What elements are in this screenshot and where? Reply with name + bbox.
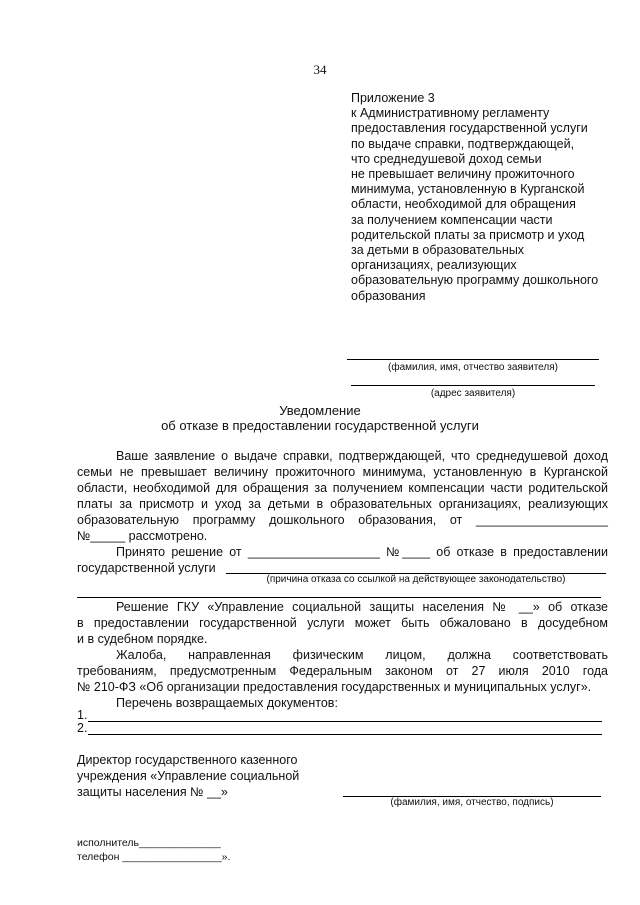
applicant-name-line — [347, 359, 599, 360]
signature-caption: (фамилия, имя, отчество, подпись) — [390, 797, 554, 808]
refusal-reason-line-2 — [77, 597, 601, 598]
appeal-line: и в судебном порядке. — [77, 632, 208, 646]
document-item-1-line — [88, 721, 602, 722]
decision-line: государственной услуги — [77, 561, 216, 575]
notice-subtitle: об отказе в предоставлении государственной услуги — [161, 418, 479, 433]
document-item-2-line — [88, 734, 602, 735]
paragraph-line: семьи не превышает величину прожиточного минимума, установленную в Курганской — [77, 465, 608, 479]
applicant-name-caption: (фамилия, имя, отчество заявителя) — [388, 362, 558, 373]
executor-field: исполнитель______________ — [77, 837, 221, 849]
refusal-reason-caption: (причина отказа со ссылкой на действующее законодательство) — [266, 574, 566, 585]
appendix-line: что среднедушевой доход семьи — [351, 151, 542, 166]
appeal-line: в предоставлении государственной услуги может быть обжаловано в досудебном — [77, 616, 608, 630]
appendix-line: предоставления государственной услуги — [351, 121, 588, 136]
appendix-line: минимума, установленную в Курганской — [351, 182, 585, 197]
complaint-line: требованиям, предусмотренным Федеральным законом от 27 июля 2010 года — [77, 664, 608, 678]
documents-heading: Перечень возвращаемых документов: — [116, 696, 338, 710]
appendix-line: родительской платы за присмотр и уход — [351, 227, 585, 242]
paragraph-line: №_____ рассмотрено. — [77, 529, 208, 543]
applicant-address-caption: (адрес заявителя) — [430, 388, 516, 399]
appendix-line: организациях, реализующих — [351, 258, 517, 273]
appendix-line: по выдаче справки, подтверждающей, — [351, 136, 575, 151]
director-line: Директор государственного казенного — [77, 753, 298, 767]
appendix-line: Приложение 3 — [351, 91, 435, 105]
appendix-line: не превышает величину прожиточного — [351, 167, 575, 182]
appendix-line: области, необходимой для обращения — [351, 197, 576, 212]
page-number: 34 — [313, 62, 327, 77]
director-line: учреждения «Управление социальной — [77, 769, 300, 783]
paragraph-line: области, необходимой для обращения за получением компенсации части родительской — [77, 481, 608, 495]
phone-field: телефон _________________». — [77, 851, 231, 863]
paragraph-line: платы за присмотр и уход за детьми в образовательных организациях, реализующих — [77, 497, 608, 511]
document-item-1: 1. — [77, 708, 88, 722]
appendix-line: образования — [351, 288, 426, 303]
paragraph-line: Ваше заявление о выдаче справки, подтверждающей, что среднедушевой доход — [116, 449, 608, 463]
appendix-line: за получением компенсации части — [351, 212, 553, 227]
appendix-line: образовательную программу дошкольного — [351, 273, 599, 288]
document-item-2: 2. — [77, 721, 88, 735]
paragraph-line: образовательную программу дошкольного образования, от ___________________ — [77, 513, 608, 527]
decision-line: Принято решение от ___________________ №____ об отказе в предоставлении — [116, 545, 608, 559]
complaint-line: Жалоба, направленная физическим лицом, должна соответствовать — [116, 648, 608, 662]
notice-title: Уведомление — [279, 403, 361, 418]
appendix-line: к Административному регламенту — [351, 106, 550, 121]
appeal-line: Решение ГКУ «Управление социальной защиты населения № __» об отказе — [116, 600, 608, 614]
appendix-header — [351, 91, 621, 304]
complaint-line: № 210-ФЗ «Об организации предоставления государственных и муниципальных услуг». — [77, 680, 592, 694]
director-line: защиты населения № __» — [77, 785, 228, 799]
appendix-line: за детьми в образовательных — [351, 243, 525, 258]
applicant-address-line — [351, 385, 595, 386]
